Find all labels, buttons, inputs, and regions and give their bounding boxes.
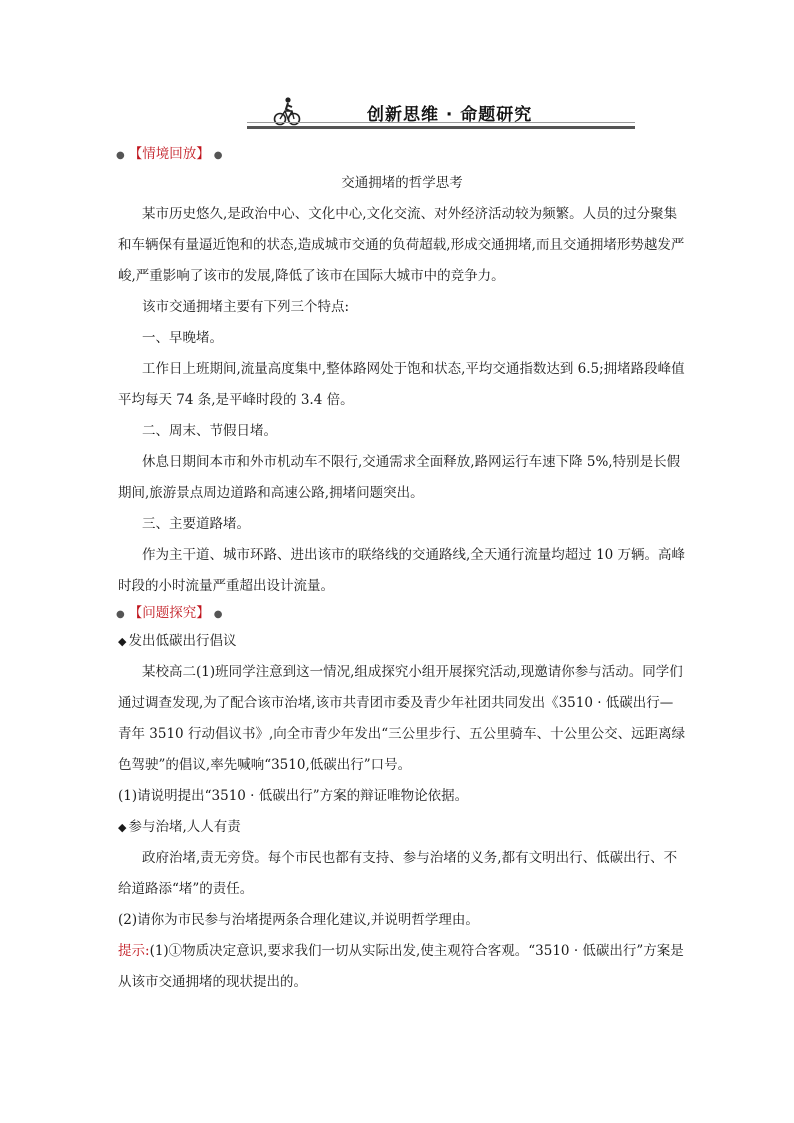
question: (1)请说明提出“3510 · 低碳出行”方案的辩证唯物论依据。 bbox=[118, 788, 469, 804]
section-tag-label: 【情境回放】 bbox=[128, 146, 210, 162]
bullet-dot-icon: ● bbox=[116, 609, 125, 620]
subheading: 二、周末、节假日堵。 bbox=[142, 423, 277, 439]
question: (2)请你为市民参与治堵提两条合理化建议,并说明哲学理由。 bbox=[118, 912, 479, 928]
paragraph: 工作日上班期间,流量高度集中,整体路网处于饱和状态,平均交通指数达到 6.5;拥堵路段峰值平均每天 74 条,是平峰时段的 3.4 倍。 bbox=[118, 361, 685, 408]
subheading: 一、早晚堵。 bbox=[142, 330, 223, 346]
banner-rule bbox=[247, 126, 635, 129]
bullet-dot-icon: ● bbox=[116, 150, 125, 161]
header-banner bbox=[247, 96, 635, 130]
bullet-dot-icon: ● bbox=[213, 609, 223, 620]
hint-label: 提示: bbox=[118, 943, 150, 959]
paragraph: 政府治堵,责无旁贷。每个市民也都有支持、参与治堵的义务,都有文明出行、低碳出行、不给道路添“堵”的责任。 bbox=[118, 850, 678, 897]
paragraph: 休息日期间本市和外市机动车不限行,交通需求全面释放,路网运行车速下降 5%,特别是长假期间,旅游景点周边道路和高速公路,拥堵问题突出。 bbox=[118, 454, 681, 501]
bullet-heading: ◆ 参与治堵,人人有责 bbox=[118, 819, 241, 835]
bullet-dot-icon: ● bbox=[213, 150, 223, 161]
paragraph: 某市历史悠久,是政治中心、文化中心,文化交流、对外经济活动较为频繁。人员的过分聚集和车辆保有量逼近饱和的状态,造成城市交通的负荷超载,形成交通拥堵,而且交通拥堵形势越发严峻,严重影响了该市的发展,降低了该市在国际大城市中的竞争力。 bbox=[118, 206, 685, 284]
document-body bbox=[118, 143, 686, 998]
hint bbox=[118, 936, 686, 998]
diamond-bullet-icon: ◆ bbox=[118, 821, 127, 834]
diamond-bullet-icon: ◆ bbox=[118, 635, 127, 648]
banner-title: 创新思维 · 命题研究 bbox=[367, 105, 533, 125]
article-title: 交通拥堵的哲学思考 bbox=[341, 175, 463, 191]
paragraph: 某校高二(1)班同学注意到这一情况,组成探究小组开展探究活动,现邀请你参与活动。同学们通过调查发现,为了配合该市治堵,该市共青团市委及青少年社团共同发出《3510 · 低碳出行—青年 3510 行动倡议书》,向全市青少年发出“三公里步行、五公里骑车、十公里公交、远距离绿色驾驶”的倡议,率先喊响“3510,低碳出行”口号。 bbox=[118, 664, 686, 773]
section-tag-inquiry bbox=[112, 602, 686, 626]
bullet-heading: ◆ 发出低碳出行倡议 bbox=[118, 633, 237, 649]
paragraph: 该市交通拥堵主要有下列三个特点: bbox=[142, 299, 350, 315]
subheading: 三、主要道路堵。 bbox=[142, 516, 250, 532]
section-tag-scenario bbox=[112, 143, 686, 167]
hint-text: (1)①物质决定意识,要求我们一切从实际出发,使主观符合客观。“3510 · 低碳出行”方案是从该市交通拥堵的现状提出的。 bbox=[118, 943, 684, 990]
section-tag-label: 【问题探究】 bbox=[128, 605, 210, 621]
paragraph: 作为主干道、城市环路、进出该市的联络线的交通路线,全天通行流量均超过 10 万辆。高峰时段的小时流量严重超出设计流量。 bbox=[118, 547, 686, 594]
